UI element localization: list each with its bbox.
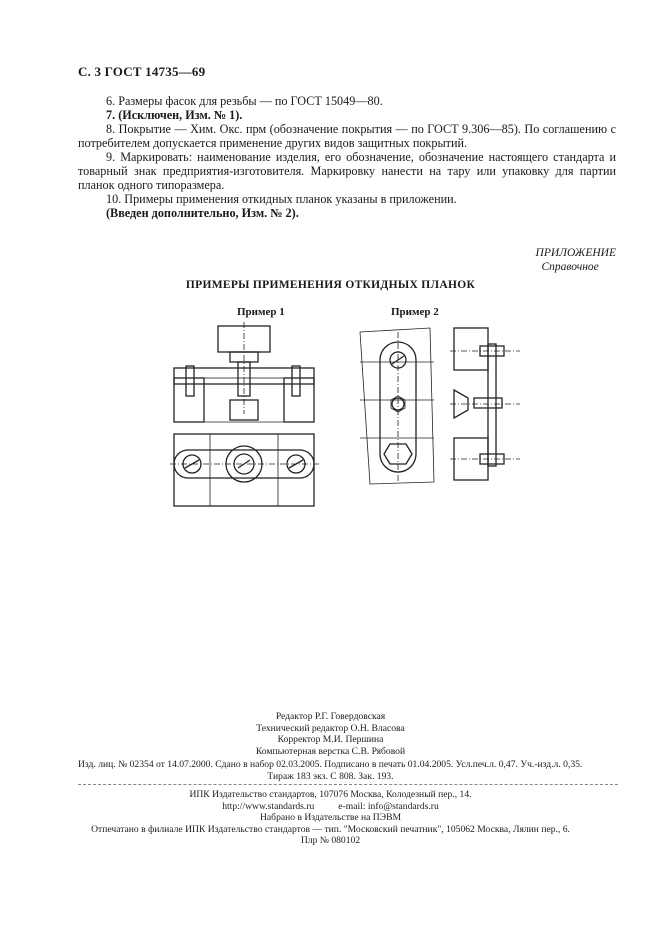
appendix-label-block: [536, 246, 616, 274]
imprint-ipk: ИПК Издательство стандартов, 107076 Москва, Колодезный пер., 14.: [189, 789, 472, 800]
paragraph-10-note: (Введен дополнительно, Изм. № 2).: [106, 206, 299, 220]
paragraph-8: 8. Покрытие — Хим. Окс. прм (обозначение покрытия — по ГОСТ 9.306—85). По соглашению с потребителем допускается применение других видов защитных покрытий.: [78, 122, 616, 150]
appendix-title: ПРИМЕРЫ ПРИМЕНЕНИЯ ОТКИДНЫХ ПЛАНОК: [185, 279, 476, 291]
imprint-layout: Компьютерная верстка С.В. Рябовой: [255, 745, 406, 757]
imprint-credits: [0, 711, 661, 757]
imprint-web: http://www.standards.ru e-mail: info@standards.ru: [222, 800, 439, 812]
example-1-label: Пример 1: [237, 306, 285, 318]
imprint-publisher: [0, 789, 661, 847]
page-header: С. 3 ГОСТ 14735—69: [78, 64, 206, 79]
paragraph-7: 7. (Исключен, Изм. № 1).: [106, 108, 243, 122]
imprint-editor: Редактор Р.Г. Говердовская: [275, 711, 386, 722]
imprint-corrector: Корректор М.И. Першина: [277, 734, 384, 745]
paragraph-9: 9. Маркировать: наименование изделия, его обозначение, обозначение настоящего стандарта и товарный знак предприятия-изготовителя. Маркировку нанести на тару или упаковку для партии планок одного типоразмера.: [78, 150, 616, 192]
imprint-printed: Отпечатано в филиале ИПК Издательство стандартов — тип. "Московский печатник", 105062 Москва, Лялин пер., 6.: [91, 823, 570, 835]
appendix-sublabel: Справочное: [541, 261, 599, 273]
publication-line-2: Тираж 183 экз. С 808. Зак. 193.: [267, 771, 394, 782]
example-2-label: Пример 2: [391, 306, 439, 318]
paragraph-6: 6. Размеры фасок для резьбы — по ГОСТ 15049—80.: [106, 94, 383, 108]
imprint-tech-editor: Технический редактор О.Н. Власова: [256, 722, 405, 734]
appendix-label: ПРИЛОЖЕНИЕ: [535, 247, 616, 259]
example-1-drawing: [170, 322, 320, 514]
imprint-plr: Плр № 080102: [300, 835, 361, 846]
example-2-drawing: [350, 322, 522, 490]
divider-rule: [78, 784, 618, 785]
paragraph-10: 10. Примеры применения откидных планок указаны в приложении.: [106, 192, 457, 206]
publication-line-1: Изд. лиц. № 02354 от 14.07.2000. Сдано в набор 02.03.2005. Подписано в печать 01.04.2005. Усл.печ.л. 0,47. Уч.-изд.л. 0,35.: [78, 759, 583, 770]
imprint-typeset: Набрано в Издательстве на ПЭВМ: [260, 812, 401, 823]
